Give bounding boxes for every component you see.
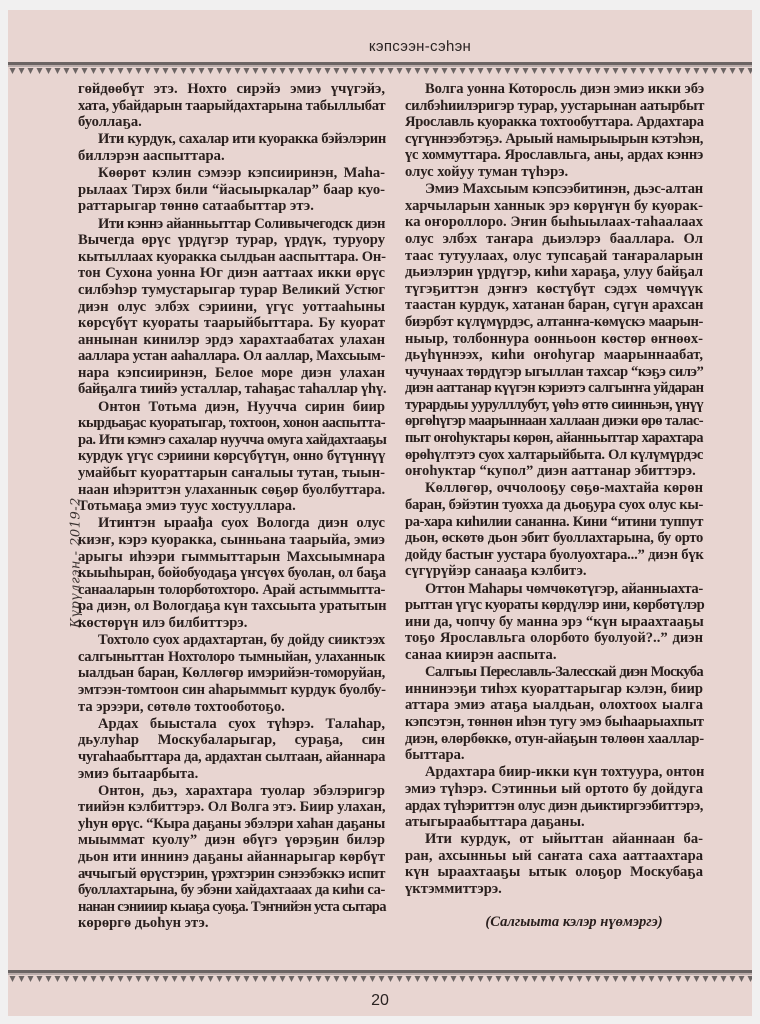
text-line: үс хоммуттара. Ярославльга, аны, ардах кэннэ xyxy=(405,147,703,164)
text-line: ран, ахсынньы ый саҥата саха ааттаахтара xyxy=(405,847,703,864)
right-text-column xyxy=(405,81,703,930)
text-line: кырдьаҕас куоратыгар, тохтоон, хонон ааспытта- xyxy=(78,415,385,432)
text-line: салгыныттан Нохтолоро тымныйан, улаханнык xyxy=(78,648,385,665)
magazine-issue-label: Күрүлгэн - 2019-2 xyxy=(68,497,84,628)
paragraph xyxy=(78,783,385,932)
paragraph xyxy=(405,581,703,664)
text-line: ра. Ити кэмҥэ сахалар нуучча омуга хайдахтааҕы xyxy=(78,431,387,448)
text-line: диэн олус элбэх сэриини, үгүс уоттааһыны xyxy=(78,298,385,315)
paragraph xyxy=(78,515,385,631)
text-line: Ити кэннэ айанньыттар Соливычегодск диэн xyxy=(98,215,385,232)
text-line: киэҥ, кэрэ куоракка, сынньана таарыйа, эмиэ xyxy=(78,532,385,548)
paragraph xyxy=(78,632,385,715)
text-line: санаа киирэн ааспыта. xyxy=(405,646,557,663)
text-line: буоллахтарына, бу эбэни хайдахтааах да киһи са- xyxy=(78,882,385,899)
text-line: эмиэ түһэрэ. Сэтинньи ый ортото бу дойдуга xyxy=(405,780,703,797)
text-line: олус хойуу туман түһэрэ. xyxy=(405,163,569,180)
text-line: дьиэлэрин үрдүгэр, киһи хараҕа, улуу байҕал xyxy=(405,264,703,281)
text-line: дьон, өскөтө дьон эбит буоллахтарына, бу орто xyxy=(405,530,703,547)
text-line: диэн ааттанар күүгэн кэриэтэ салгыҥҥа уйдаран xyxy=(405,380,704,397)
text-line: күн ыраахтааҕы ытык олоҕор Москубаҕа xyxy=(405,864,703,881)
text-line: таас тутуулаах, олус тупсаҕай таҥараларын xyxy=(405,247,703,264)
text-line: биллэрэн ааспыттара. xyxy=(78,147,225,164)
paragraph xyxy=(78,165,385,215)
text-line: Онтон Тотьма диэн, Нуучча сирин биир xyxy=(98,398,385,415)
text-line: санааларын толорботохторо. Арай астыммытта- xyxy=(78,581,385,598)
text-line: сүгүрүйэр санааҕа кэлбитэ. xyxy=(405,563,587,580)
text-line: тон Сухона уонна Юг диэн ааттаах икки өрүс xyxy=(78,265,385,282)
text-line: раттарыгар төннө сатаабыттар этэ. xyxy=(78,198,314,215)
text-line: Тотьмаҕа эмиэ туус хостууллара. xyxy=(78,498,296,515)
text-line: кытыллаах куоракка сылдьан ааспыттара. Он- xyxy=(78,248,386,265)
text-line: кыыһыран, бойобуодаҕа үҥсүөх буолан, ол баҕа xyxy=(78,565,386,582)
text-line: көрөргө дьоһун этэ. xyxy=(78,915,209,932)
top-ornament-border xyxy=(8,62,752,76)
text-line: биэрбэт күлүмүрдэс, алтанҥа-көмүскэ маарын- xyxy=(405,313,703,330)
text-line: мыыммат куолу” диэн өбүгэ үөрэҕин билэр xyxy=(78,832,385,849)
text-line: дьулуһар Москубаларыгар, сураҕа, син xyxy=(78,732,385,749)
paragraph xyxy=(405,181,703,480)
section-header: кэпсээн-сэһэн xyxy=(368,38,472,55)
text-line: хата, убайдарын таарыйдахтарына табыллыбат xyxy=(78,97,386,114)
text-line: Тохтоло суох ардахтартан, бу дойду сииктээх xyxy=(98,632,385,649)
text-line: дьүһүннээх, киһи оҥоһугар маарыннаабат, xyxy=(405,347,703,364)
text-line: үктэммиттэрэ. xyxy=(405,881,502,898)
text-line: арыгы иһээри гыммыттарын Махсыымнара xyxy=(78,548,385,565)
text-line: Волга уонна Которосль диэн эмиэ икки эбэ xyxy=(425,81,705,97)
text-line: көрсүбүт куораты таарыйбыттара. Бу куорат xyxy=(78,315,385,332)
text-line: Көөрөт кэлин сэмээр кэпсииринэн, Маһа- xyxy=(98,165,385,182)
text-line: кэпсэтэн, төннөн иһэн тугу эмэ быһаарыахпыт xyxy=(405,713,704,730)
text-line: көстөрүн илэ билбиттэрэ. xyxy=(78,614,248,631)
text-line: Онтон, дьэ, харахтара туолар эбэлэригэр xyxy=(98,782,385,799)
text-line: гөйдөөбүт этэ. Нохто сирэйэ эмиэ үчүгэйэ, xyxy=(78,81,385,97)
text-line: чучунаах төрдүгэр ыгыллан тахсар “кэҕэ силэ” xyxy=(405,363,704,380)
text-line: ра диэн, ол Вологдаҕа күн тахсыыта уратытын xyxy=(78,598,387,615)
text-line: Ити курдук, сахалар ити куоракка бэйэлэрин xyxy=(98,131,387,148)
text-line: нара кэпсииринэн, Белое море диэн улахан xyxy=(78,364,385,381)
text-line: умайбыт куораттарын саҥалыы тутан, тыын- xyxy=(78,465,385,482)
text-line: Вычегда өрүс үрдүгэр турар, үрдүк, туруору xyxy=(78,232,385,249)
text-line: эмиэ бытаарбыта. xyxy=(78,765,199,782)
text-line: нанан сэнииир кыаҕа суоҕа. Тэҥнийэн уста сытара xyxy=(78,898,386,915)
text-line: оҥоһуктар “купол” диэн ааттанар эбиттэрэ. xyxy=(405,463,696,480)
continuation-note: (Салгыыта кэлэр нүөмэргэ) xyxy=(485,913,663,930)
paragraph xyxy=(78,216,385,399)
paragraph xyxy=(78,131,385,164)
text-line: ыалдьан баран, Көллөгөр имэрийэн-томоруйан, xyxy=(78,665,385,682)
text-line: тиийэн кэлбиттэрэ. Ол Волга этэ. Биир улахан, xyxy=(78,799,386,816)
text-line: ардах түһэриттэн олус диэн дьиктиргээбиттэрэ, xyxy=(405,797,703,814)
text-line: Ити курдук, от ыйыттан айаннаан ба- xyxy=(425,831,703,848)
paragraph xyxy=(78,716,385,782)
paragraph xyxy=(405,480,703,580)
text-line: Ардах быыстала суох түһэрэ. Талаһар, xyxy=(98,715,385,732)
paragraph xyxy=(405,664,703,764)
paragraph xyxy=(405,81,703,181)
text-line: Ярославль куоракка тохтообуттара. Ардахтара xyxy=(405,114,704,131)
text-line: Эмиэ Махсыым кэпсээбитинэн, дьэс-алтан xyxy=(425,181,703,198)
text-line: турардыы уурулллубут, үөһэ өттө сиинньэн, үнүү xyxy=(405,396,703,413)
text-line: олус элбэх таҥара дьиэлэрэ бааллара. Ол xyxy=(405,230,703,247)
left-text-column xyxy=(78,81,385,933)
text-line: аттара эмиэ атаҕа ыалдьан, олохтоох ыалга xyxy=(405,697,703,714)
paragraph xyxy=(405,764,703,830)
text-line: баран, бэйэтин туохха да дьоҕура суох олус кы- xyxy=(405,497,703,514)
paragraph xyxy=(78,399,385,515)
text-line: буоллаҕа. xyxy=(78,114,142,131)
text-line: быттара. xyxy=(405,747,465,764)
text-line: Ардахтара биир-икки күн тохтуура, онтон xyxy=(425,764,705,781)
text-line: дойду бастыҥ уустара буолуохтара...” диэн бүк xyxy=(405,546,704,563)
text-line: түгэҕиттэн дэҥҥэ көстүбүт сэдэх чөмчүүк xyxy=(405,280,703,297)
text-line: байҕалга тиийэ усталлар, таһаҕас таһаллар үһү. xyxy=(78,381,387,398)
text-line: курдук үгүс сэриини көрсүбүтүн, онно бүтүннүү xyxy=(78,448,385,465)
text-line: аннынан кинилэр эрдэ харахтаабатах улахан xyxy=(78,331,385,348)
text-line: эмтээн-томтоон син аһарыммыт курдук буолбу- xyxy=(78,681,386,698)
text-line: наан иһэриттэн улаханнык сөҕөр буолбуттара. xyxy=(78,481,385,498)
text-line: харчыларын ханнык эрэ көрүҥүн бу куорак- xyxy=(405,197,703,214)
text-line: силбэһэр тумустарыгар турар Великий Устюг xyxy=(78,281,385,298)
text-line: сүгүннээбэтэҕэ. Арыый намырыырын кэтэһэн, xyxy=(405,130,704,147)
text-line: Оттон Маһары чөмчөкөтүгэр, айанныахта- xyxy=(425,580,703,597)
text-line: ини да, чопчу бу манна эрэ “күн ыраахтааҕы xyxy=(405,613,704,630)
text-line: Итинтэн ыраађа суох Вологда диэн олус xyxy=(98,515,385,532)
text-line: ааллара устан ааһаллара. Ол ааллар, Махсыым- xyxy=(78,348,385,365)
text-line: иннинээҕи тиһэх куораттарыгар кэлэн, биир xyxy=(405,680,703,697)
magazine-page xyxy=(8,10,752,1016)
text-line: өрөһүлтэтэ суох халтарыйбыта. Ол күлүмүрдэс xyxy=(405,446,703,463)
text-line: уһун өрүс. “Кыра даҕаны эбэлэри хаһан даҕаны xyxy=(78,815,385,832)
text-line: атыгыраабыттара даҕаны. xyxy=(405,814,585,831)
text-line: ра-хара киһилии сананна. Кини “итини туппут xyxy=(405,513,703,530)
text-line: таастан курдук, хатанан баран, сүгүн арахсан xyxy=(405,297,704,314)
text-line: диэн, өлөрбөккө, отун-айаҕын төлөөн хааллар- xyxy=(405,730,704,747)
text-line: өргөһүгэр маарыннаан халлаан диэки өрө талас- xyxy=(405,413,703,430)
text-line: Көллөгөр, оччолооҕу сөҕө-махтайа көрөн xyxy=(425,480,703,497)
paragraph xyxy=(405,831,703,897)
text-line: ка оҥороллоро. Эҥин быһыылаах-таһаалаах xyxy=(405,214,703,231)
page-number: 20 xyxy=(371,992,389,1009)
text-line: дьон ити иннинэ даҕаны айаннарыгар көрбүт xyxy=(78,849,385,866)
text-line: ныыр, толбоннура оонньоон көстөр өҥнөөх- xyxy=(405,330,703,347)
paragraph xyxy=(78,81,385,131)
bottom-ornament-border xyxy=(8,970,752,984)
text-line: пыт оҥоһуктары көрөн, айанньыттар харахтара xyxy=(405,430,703,447)
text-line: силбэһиилэригэр турар, уустарынан аатырбыт xyxy=(405,97,705,114)
text-line: Салгыы Переславль-Залесскай диэн Москуба xyxy=(425,664,703,681)
text-line: та эрээри, сөтөлө тохтооботоҕо. xyxy=(78,698,285,715)
text-line: чугаһаабыттара да, ардахтан сылтаан, айаннара xyxy=(78,748,385,765)
text-line: рыттан үгүс куораты көрдүлэр ини, көрбөтүлэр xyxy=(405,597,705,614)
text-line: рылаах Тирэх били “йасыыркалар” баар куо- xyxy=(78,181,385,198)
text-line: аччыгый өрүстэрин, үрэхтэрин сэнээбэккэ испит xyxy=(78,865,385,882)
text-line: тоҕо Ярославльга олорбото буолуой?..” диэн xyxy=(405,630,703,647)
